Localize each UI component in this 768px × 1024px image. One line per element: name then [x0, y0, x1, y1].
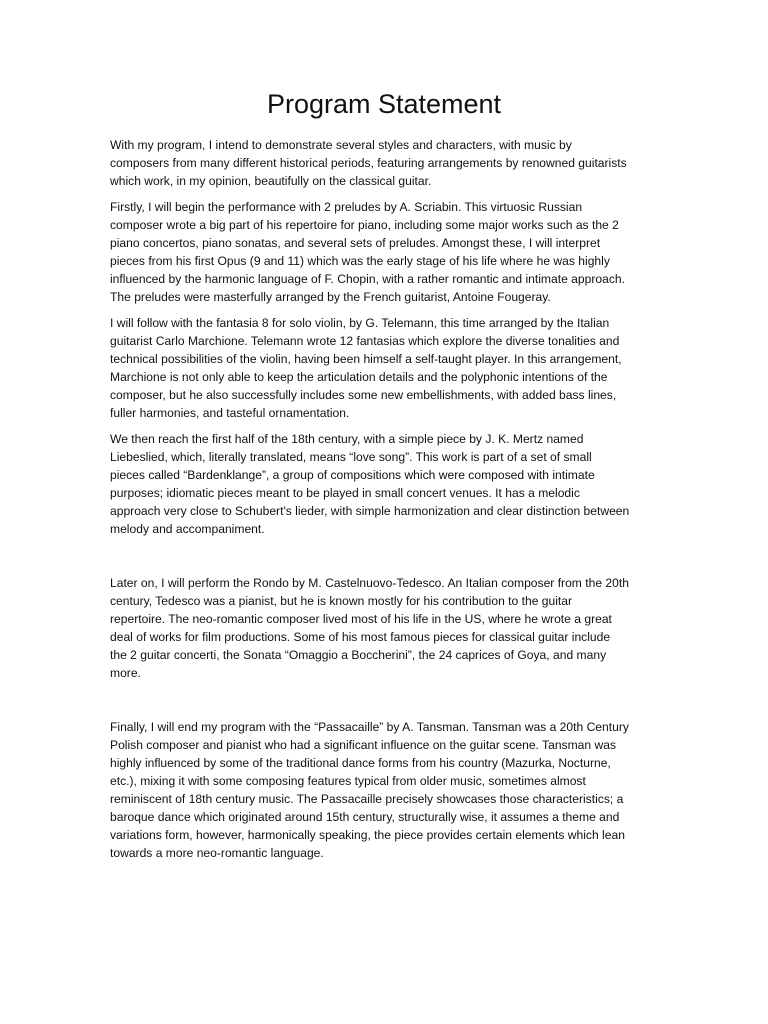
paragraph-intro: With my program, I intend to demonstrate several styles and characters, with music by composers from many different historical periods, featuring arrangements by renowned guitarists which work, in my opinion, beautifully on the classical guitar. [110, 138, 627, 188]
paragraph-scriabin: Firstly, I will begin the performance with 2 preludes by A. Scriabin. This virtuosic Russian composer wrote a big part of his repertoire for piano, including some major works such as the 2 piano concertos, piano sonatas, and several sets of preludes. Amongst these, I will interpret pieces from his first Opus (9 and 11) which was the early stage of his life where he was highly influenced by the harmonic language of F. Chopin, with a rather romantic and intimate approach. The preludes were masterfully arranged by the French guitarist, Antoine Fougeray. [110, 200, 625, 304]
document-title: Program Statement [266, 89, 502, 119]
document-body [110, 136, 630, 862]
paragraph-tansman: Finally, I will end my program with the “Passacaille” by A. Tansman. Tansman was a 20th Century Polish composer and pianist who had a significant influence on the guitar scene. Tansman was highly influenced by some of the traditional dance forms from his country (Mazurka, Nocturne, etc.), mixing it with some composing features typical from older music, sometimes almost reminiscent of 18th century music. The Passacaille precisely showcases those characteristics; a baroque dance which originated around 15th century, structurally wise, it assumes a theme and variations form, however, harmonically speaking, the piece provides certain elements which lean towards a more neo-romantic language. [110, 720, 629, 860]
paragraph-mertz: We then reach the first half of the 18th century, with a simple piece by J. K. Mertz named Liebeslied, which, literally translated, means “love song”. This work is part of a set of small pieces called “Bardenklange”, a group of compositions which were composed with intimate purposes; idiomatic pieces meant to be played in small concert venues. It has a melodic approach very close to Schubert's lieder, with simple harmonization and clear distinction between melody and accompaniment. [110, 432, 630, 536]
paragraph-telemann: I will follow with the fantasia 8 for solo violin, by G. Telemann, this time arranged by the Italian guitarist Carlo Marchione. Telemann wrote 12 fantasias which explore the diverse tonalities and technical possibilities of the violin, having been himself a self-taught player. In this arrangement, Marchione is not only able to keep the articulation details and the polyphonic intentions of the composer, but he also successfully includes some new embellishments, with added bass lines, fuller harmonies, and tasteful ornamentation. [110, 316, 622, 420]
paragraph-castelnuovo-tedesco: Later on, I will perform the Rondo by M. Castelnuovo-Tedesco. An Italian composer from the 20th century, Tedesco was a pianist, but he is known mostly for his contribution to the guitar repertoire. The neo-romantic composer lived most of his life in the US, where he wrote a great deal of works for film productions. Some of his most famous pieces for classical guitar include the 2 guitar concerti, the Sonata “Omaggio a Boccherini”, the 24 caprices of Goya, and many more. [110, 576, 629, 680]
